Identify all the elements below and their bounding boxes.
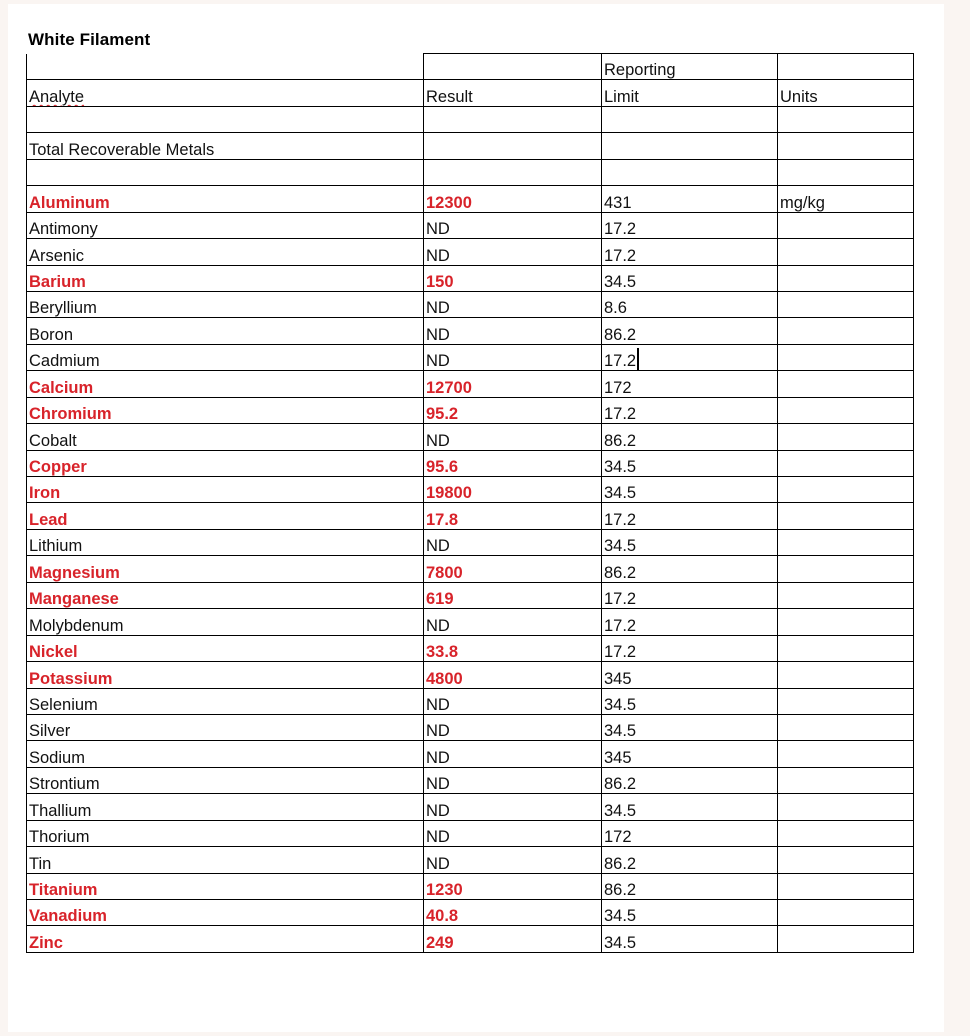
table-row [27,424,914,450]
analyte-cell-text: Iron [29,484,61,503]
section-row [27,133,914,159]
units-cell [778,688,914,714]
result-cell [424,318,602,344]
analyte-cell-text: Antimony [29,220,98,239]
table-row [27,503,914,529]
blank-cell [27,106,424,132]
analyte-cell-text: Molybdenum [29,616,124,635]
limit-cell-text: 345 [604,669,632,688]
result-cell-text: 619 [426,590,454,609]
limit-cell-text: 17.2 [604,616,637,635]
table-row [27,450,914,476]
analyte-cell [27,794,424,820]
units-cell [778,662,914,688]
section-label: Total Recoverable Metals [27,133,424,159]
limit-cell [602,635,778,661]
units-cell [778,344,914,370]
units-cell [778,318,914,344]
limit-cell [602,424,778,450]
result-cell [424,503,602,529]
analyte-cell [27,900,424,926]
table-row [27,291,914,317]
limit-cell-text: 34.5 [604,458,637,476]
result-cell-text: 12700 [426,378,472,397]
table-row [27,741,914,767]
blank-cell [778,106,914,132]
units-cell [778,741,914,767]
result-cell [424,239,602,265]
units-cell [778,529,914,555]
header-analyte [27,80,424,106]
limit-cell [602,794,778,820]
limit-cell-text: 34.5 [604,801,637,820]
limit-cell [602,529,778,555]
limit-cell [602,688,778,714]
result-cell [424,397,602,423]
result-cell-text: 1230 [426,881,463,899]
result-cell [424,714,602,740]
analyte-cell-text: Chromium [29,405,112,424]
units-cell [778,265,914,291]
limit-cell-text: 86.2 [604,881,637,899]
analyte-cell [27,847,424,873]
limit-cell [602,503,778,529]
analyte-cell [27,741,424,767]
result-cell [424,556,602,582]
limit-cell-text: 172 [604,378,632,397]
analyte-cell [27,767,424,793]
analyte-cell-text: Magnesium [29,563,120,582]
limit-cell-text: 86.2 [604,563,637,582]
limit-cell-text: 431 [604,193,632,212]
limit-cell [602,873,778,899]
limit-cell [602,265,778,291]
limit-cell [602,397,778,423]
result-cell-text: 249 [426,933,454,952]
blank-cell [424,133,602,159]
limit-cell-text: 8.6 [604,299,627,318]
blank-cell [424,159,602,185]
units-cell [778,477,914,503]
header-result: Result [424,80,602,106]
analyte-cell-text: Cadmium [29,352,100,371]
analyte-cell [27,397,424,423]
limit-cell-text: 34.5 [604,484,637,503]
limit-cell-text: 86.2 [604,854,637,873]
limit-cell-text: 345 [604,748,632,767]
table-row [27,318,914,344]
limit-cell [602,609,778,635]
units-cell [778,635,914,661]
units-cell [778,873,914,899]
analyte-cell-text: Manganese [29,590,119,609]
analyte-cell [27,371,424,397]
result-cell-text: ND [426,722,450,741]
document-page [8,4,944,1032]
result-cell [424,847,602,873]
analyte-cell-text: Potassium [29,669,113,688]
analyte-cell [27,688,424,714]
units-cell [778,424,914,450]
result-cell-text: ND [426,325,450,344]
blank-cell [778,159,914,185]
result-cell-text: 19800 [426,484,472,503]
table-row [27,926,914,952]
analyte-cell-text: Beryllium [29,299,97,318]
units-cell [778,212,914,238]
table-row [27,635,914,661]
limit-cell [602,239,778,265]
analyte-cell-text: Selenium [29,695,98,714]
result-cell-text: ND [426,828,450,847]
result-cell [424,529,602,555]
result-cell-text: ND [426,695,450,714]
result-cell-text: ND [426,352,450,371]
units-cell [778,794,914,820]
analyte-cell-text: Aluminum [29,193,110,212]
table-row [27,662,914,688]
table-row [27,847,914,873]
units-cell [778,767,914,793]
analyte-cell [27,477,424,503]
analyte-cell [27,556,424,582]
analyte-cell [27,503,424,529]
limit-cell [602,318,778,344]
table-row [27,714,914,740]
result-cell [424,635,602,661]
result-cell-text: ND [426,616,450,635]
analyte-cell-text: Thallium [29,801,92,820]
analyte-cell-text: Nickel [29,643,78,662]
analyte-cell-text: Calcium [29,378,94,397]
limit-cell [602,847,778,873]
header-cell-blank [27,54,424,80]
result-cell [424,265,602,291]
result-cell-text: ND [426,801,450,820]
limit-cell [602,662,778,688]
units-cell [778,371,914,397]
result-cell [424,371,602,397]
result-cell [424,688,602,714]
header-row-1 [27,54,914,80]
analyte-cell-text: Vanadium [29,907,107,926]
header-limit: Limit [602,80,778,106]
limit-cell [602,291,778,317]
analyte-cell-text: Lithium [29,537,83,556]
analyte-cell [27,873,424,899]
result-cell-text: ND [426,854,450,873]
result-cell-text: ND [426,748,450,767]
limit-cell-text: 34.5 [604,695,637,714]
analyte-cell-text: Tin [29,854,52,873]
analyte-cell [27,529,424,555]
limit-cell-text: 34.5 [604,537,637,556]
limit-cell [602,900,778,926]
result-cell-text: 17.8 [426,510,459,529]
table-row [27,186,914,212]
result-cell-text: 12300 [426,193,472,212]
limit-cell [602,344,778,370]
result-cell [424,609,602,635]
analyte-cell-text: Boron [29,325,74,344]
limit-cell-text: 17.2 [604,352,637,371]
table-row [27,239,914,265]
analyte-cell-text: Copper [29,458,87,476]
analyte-cell-text: Barium [29,272,86,291]
analyte-cell [27,239,424,265]
limit-cell [602,926,778,952]
limit-cell-text: 172 [604,828,632,847]
table-row [27,212,914,238]
result-cell-text: ND [426,299,450,318]
table-row [27,900,914,926]
result-cell [424,741,602,767]
limit-cell [602,714,778,740]
analyte-cell [27,344,424,370]
units-cell [778,926,914,952]
limit-cell [602,186,778,212]
result-cell [424,450,602,476]
table-row [27,688,914,714]
table-row [27,556,914,582]
limit-cell [602,582,778,608]
table-row [27,529,914,555]
analyte-cell-text: Arsenic [29,246,85,265]
analyte-cell [27,212,424,238]
result-cell [424,291,602,317]
result-cell [424,477,602,503]
analyte-cell-text: Zinc [29,933,63,952]
analyte-cell-text: Strontium [29,775,100,794]
result-cell [424,873,602,899]
analyte-cell [27,318,424,344]
result-cell [424,186,602,212]
limit-cell [602,741,778,767]
spellcheck-underline-analyte: Analyte [29,87,85,106]
result-cell-text: ND [426,431,450,450]
result-cell [424,926,602,952]
table-row [27,477,914,503]
analyte-cell [27,714,424,740]
analyte-cell [27,582,424,608]
blank-row [27,159,914,185]
analyte-cell [27,635,424,661]
units-cell [778,714,914,740]
units-cell [778,239,914,265]
units-cell [778,820,914,846]
analyte-cell [27,265,424,291]
analyte-cell-text: Lead [29,510,68,529]
limit-cell-text: 86.2 [604,775,637,794]
limit-cell-text: 86.2 [604,431,637,450]
table-row [27,397,914,423]
analyte-cell-text: Thorium [29,828,90,847]
limit-cell [602,450,778,476]
analyte-cell-text: Silver [29,722,71,741]
result-cell-text: 95.2 [426,405,459,424]
header-cell-blank [424,54,602,80]
analyte-cell [27,820,424,846]
result-cell-text: ND [426,246,450,265]
limit-cell [602,767,778,793]
table-row [27,609,914,635]
limit-cell [602,212,778,238]
limit-cell [602,556,778,582]
table-row [27,767,914,793]
result-cell-text: 40.8 [426,907,459,926]
units-cell [778,847,914,873]
result-cell-text: 95.6 [426,458,459,476]
header-units: Units [778,80,914,106]
table-row [27,344,914,370]
limit-cell-text: 17.2 [604,220,637,239]
result-cell-text: ND [426,220,450,239]
result-cell [424,794,602,820]
result-cell-text: 150 [426,272,454,291]
result-cell [424,767,602,793]
limit-cell-text: 86.2 [604,325,637,344]
blank-cell [424,106,602,132]
header-reporting: Reporting [602,54,778,80]
document-title: White Filament [28,30,151,49]
table-row [27,265,914,291]
limit-cell-text: 34.5 [604,933,637,952]
analyte-cell [27,291,424,317]
header-cell-blank [778,54,914,80]
analyte-cell [27,609,424,635]
units-cell-text: mg/kg [780,193,825,212]
limit-cell [602,820,778,846]
limit-cell [602,477,778,503]
table-row [27,582,914,608]
result-cell [424,424,602,450]
analyte-cell-text: Cobalt [29,431,77,450]
units-cell [778,503,914,529]
result-cell-text: 7800 [426,563,463,582]
result-cell-text: ND [426,537,450,556]
table-row [27,371,914,397]
limit-cell-text: 34.5 [604,907,637,926]
result-cell-text: 4800 [426,669,463,688]
analyte-cell [27,450,424,476]
limit-cell-text: 17.2 [604,510,637,529]
units-cell [778,450,914,476]
limit-cell-text: 17.2 [604,643,637,662]
result-cell-text: ND [426,775,450,794]
result-cell [424,900,602,926]
units-cell [778,609,914,635]
results-table [26,53,914,953]
result-cell [424,344,602,370]
text-cursor [637,348,639,370]
units-cell [778,291,914,317]
limit-cell-text: 17.2 [604,590,637,609]
result-cell [424,582,602,608]
units-cell [778,186,914,212]
limit-cell-text: 17.2 [604,405,637,424]
blank-row [27,106,914,132]
blank-cell [602,133,778,159]
analyte-cell [27,186,424,212]
result-cell [424,212,602,238]
limit-cell-text: 34.5 [604,272,637,291]
units-cell [778,582,914,608]
table-row [27,820,914,846]
result-cell-text: 33.8 [426,643,459,662]
analyte-cell [27,424,424,450]
blank-cell [602,106,778,132]
limit-cell-text: 34.5 [604,722,637,741]
result-cell [424,820,602,846]
result-cell [424,662,602,688]
units-cell [778,397,914,423]
analyte-cell [27,926,424,952]
analyte-cell [27,662,424,688]
limit-cell-text: 17.2 [604,246,637,265]
analyte-cell-text: Titanium [29,881,98,899]
header-row-2 [27,80,914,106]
blank-cell [602,159,778,185]
analyte-cell-text: Sodium [29,748,85,767]
table-row [27,794,914,820]
table-row [27,873,914,899]
blank-cell [27,159,424,185]
blank-cell [778,133,914,159]
limit-cell [602,371,778,397]
units-cell [778,556,914,582]
units-cell [778,900,914,926]
